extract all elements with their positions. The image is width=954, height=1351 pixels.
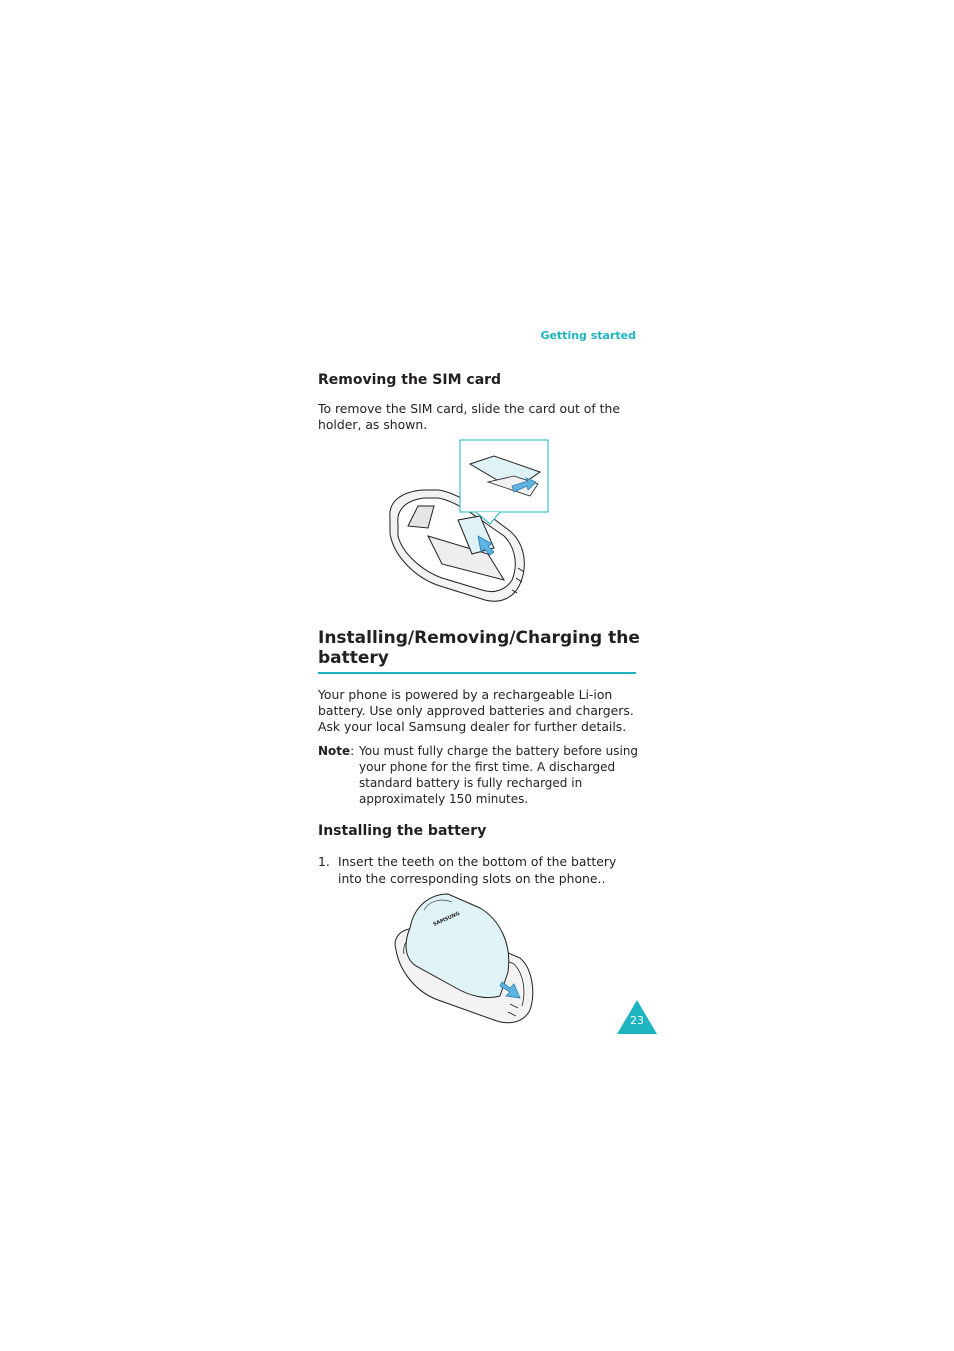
battery-heading-line-2: battery <box>318 648 389 668</box>
section-divider <box>318 672 636 674</box>
note-text: You must fully charge the battery before using your phone for the first time. A discharged standard battery is fully recharged in approximately 150 minutes. <box>359 744 639 806</box>
step-text: Insert the teeth on the bottom of the battery into the corresponding slots on the phone.. <box>338 854 617 886</box>
battery-brand-label: SAMSUNG <box>432 910 461 928</box>
page-number-badge <box>617 1000 657 1034</box>
sim-removal-heading: Removing the SIM card <box>318 372 502 388</box>
step-number: 1. <box>318 854 330 869</box>
note-label: Note <box>318 744 351 758</box>
battery-heading-line-1: Installing/Removing/Charging the <box>318 628 640 648</box>
step-1 <box>318 853 636 889</box>
note-block: Note: You must fully charge the battery before using your phone for the first time. A discharged standard battery is fully recharged in approximately 150 minutes. <box>318 744 639 806</box>
sim-removal-instructions: To remove the SIM card, slide the card out of the holder, as shown. <box>318 401 620 433</box>
page-number: 23 <box>630 1014 644 1027</box>
battery-install-illustration <box>390 888 540 1028</box>
battery-intro-paragraph: Your phone is powered by a rechargeable Li-ion battery. Use only approved batteries and chargers. Ask your local Samsung dealer for further details. <box>318 687 634 735</box>
sim-removal-illustration <box>380 436 555 606</box>
install-battery-heading: Installing the battery <box>318 823 487 839</box>
section-header: Getting started <box>540 329 636 342</box>
